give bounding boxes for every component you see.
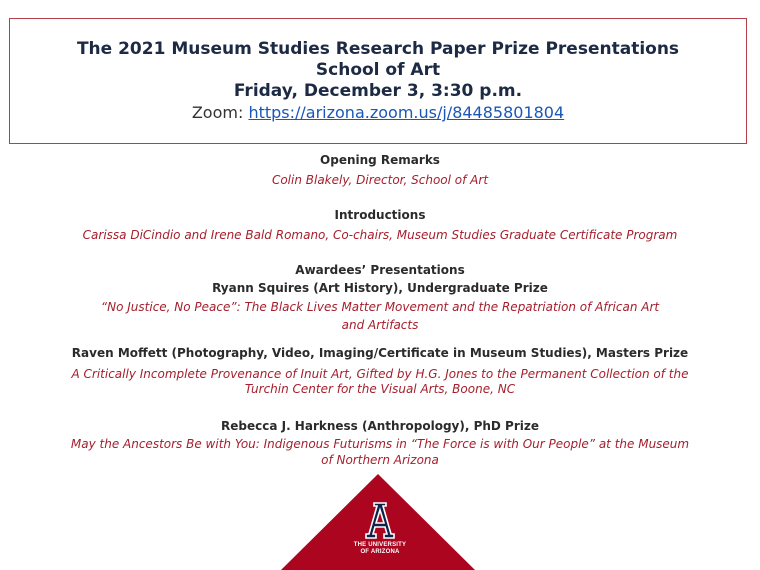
university-logo bbox=[345, 500, 415, 562]
header-box bbox=[9, 18, 747, 144]
awardee-paper-title-cont: of Northern Arizona bbox=[321, 453, 439, 467]
awardee-paper-title: A Critically Incomplete Provenance of Inuit Art, Gifted by H.G. Jones to the Permanent Collection of the bbox=[71, 367, 689, 381]
introductions-heading: Introductions bbox=[334, 208, 426, 222]
awardee-paper-title: “No Justice, No Peace”: The Black Lives Matter Movement and the Repatriation of African Art bbox=[100, 300, 660, 314]
awardee-name: Rebecca J. Harkness (Anthropology), PhD Prize bbox=[221, 419, 539, 433]
awardee-name: Raven Moffett (Photography, Video, Imaging/Certificate in Museum Studies), Masters Prize bbox=[71, 346, 689, 360]
event-subtitle: School of Art bbox=[315, 60, 441, 80]
zoom-line bbox=[10, 102, 746, 123]
zoom-link[interactable]: https://arizona.zoom.us/j/84485801804 bbox=[248, 103, 565, 122]
zoom-label: Zoom: bbox=[191, 103, 244, 122]
event-date: Friday, December 3, 3:30 p.m. bbox=[233, 81, 523, 101]
opening-remarks-heading: Opening Remarks bbox=[320, 153, 440, 167]
awardee-paper-title: May the Ancestors Be with You: Indigenous Futurisms in “The Force is with Our People” at the Museum bbox=[70, 437, 690, 451]
awardee-name: Ryann Squires (Art History), Undergraduate Prize bbox=[212, 281, 548, 295]
opening-remarks-speaker: Colin Blakely, Director, School of Art bbox=[271, 173, 489, 187]
awardee-paper-title-cont: and Artifacts bbox=[341, 318, 419, 332]
introductions-speakers: Carissa DiCindio and Irene Bald Romano, Co-chairs, Museum Studies Graduate Certificate Program bbox=[82, 228, 678, 242]
awardee-paper-title-cont: Turchin Center for the Visual Arts, Boone, NC bbox=[244, 382, 516, 396]
logo-line2: OF ARIZONA bbox=[360, 549, 400, 555]
logo-line1: THE UNIVERSITY bbox=[353, 542, 407, 548]
logo-wordmark bbox=[345, 542, 415, 556]
awardees-heading: Awardees’ Presentations bbox=[295, 263, 465, 277]
event-title: The 2021 Museum Studies Research Paper Prize Presentations bbox=[76, 39, 680, 59]
university-of-arizona-a-icon bbox=[363, 502, 397, 540]
